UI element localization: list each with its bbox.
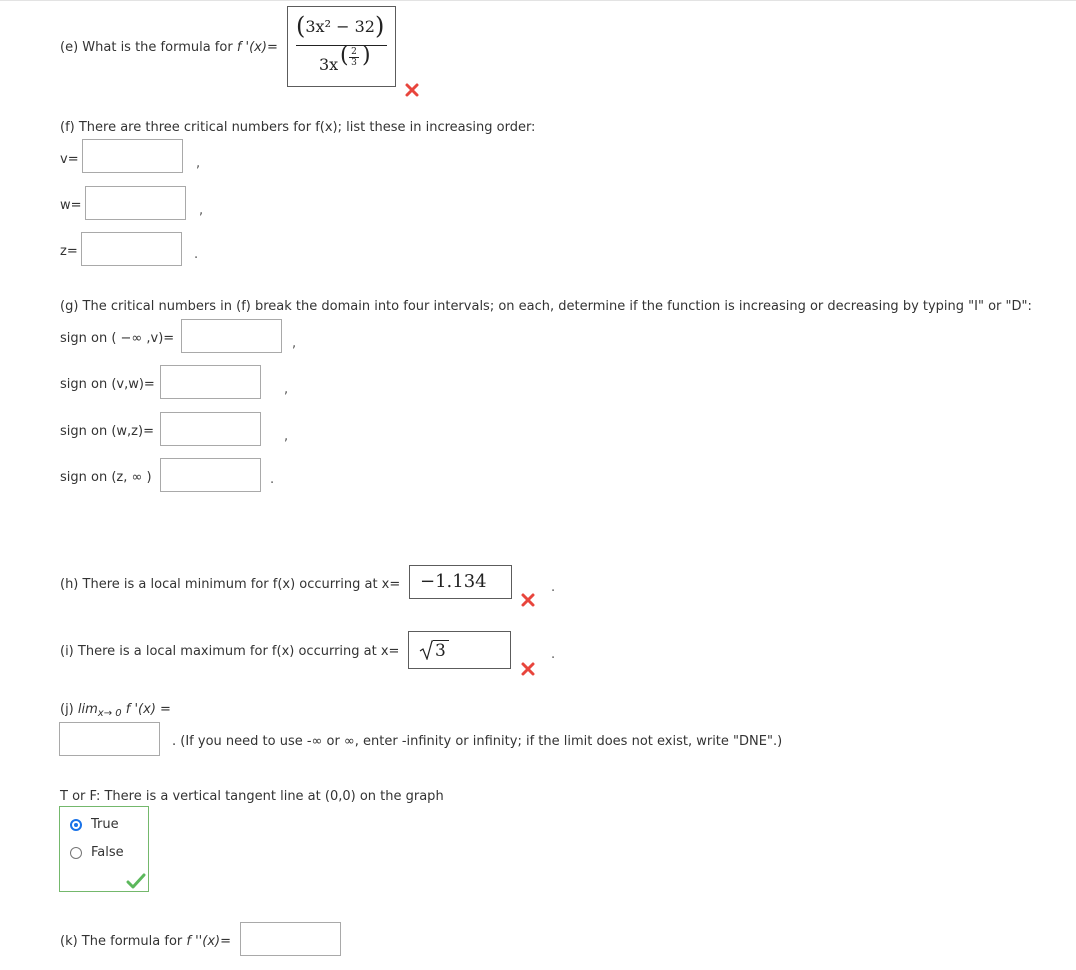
local-min-answer[interactable] (409, 565, 512, 599)
sign-input-z-inf[interactable] (160, 458, 261, 492)
tf-prompt: T or F: There is a vertical tangent line at (0,0) on the graph (60, 789, 444, 804)
question-j-prompt: (j) $\lim_{x\to 0} f$ '(x) = (60, 702, 171, 719)
sign-input-neg-inf-v[interactable] (181, 319, 282, 353)
sign-label-w-z: sign on (w,z)= (60, 424, 154, 439)
radio-true[interactable] (70, 819, 82, 831)
question-e-prompt: (e) What is the formula for f '(x)= (60, 40, 278, 55)
formula-numerator: (3x² − 32) (296, 12, 385, 40)
question-i-prompt: (i) There is a local maximum for f(x) occurring at x= (60, 644, 400, 659)
w-label: w= (60, 198, 82, 213)
sign-input-v-w[interactable] (160, 365, 261, 399)
z-label: z= (60, 244, 78, 259)
exponent-fraction: 2 3 (348, 47, 360, 68)
sqrt-symbol-icon (419, 640, 433, 660)
sign-input-w-z[interactable] (160, 412, 261, 446)
local-max-radicand: 3 (435, 641, 446, 661)
tf-answer-group (59, 806, 149, 892)
exponent-paren-right: ) (362, 43, 371, 68)
z-input[interactable] (81, 232, 182, 266)
second-derivative-input[interactable] (240, 922, 341, 956)
local-min-value: −1.134 (420, 571, 487, 592)
top-divider (0, 0, 1076, 1)
v-label: v= (60, 152, 79, 167)
period-separator: . (194, 247, 199, 262)
question-g-prompt: (g) The critical numbers in (f) break the domain into four intervals; on each, determine if the function is increasing or decreasing by typing "I" or "D": (60, 299, 1032, 314)
incorrect-x-icon (520, 661, 536, 677)
comma-separator: , (292, 336, 297, 351)
radio-true-label[interactable]: True (91, 817, 119, 832)
question-f-prompt: (f) There are three critical numbers for f(x); list these in increasing order: (60, 120, 536, 135)
correct-check-icon (126, 873, 146, 889)
w-input[interactable] (85, 186, 186, 220)
question-h-prompt: (h) There is a local minimum for f(x) occurring at x= (60, 577, 401, 592)
question-k-prompt: (k) The formula for f ''(x)= (60, 934, 231, 949)
sign-label-v-w: sign on (v,w)= (60, 377, 155, 392)
comma-separator: , (284, 382, 289, 397)
local-max-answer[interactable] (408, 631, 511, 669)
exponent-paren-left: ( (340, 43, 349, 68)
formula-denominator: 3x (319, 55, 339, 74)
comma-separator: , (284, 429, 289, 444)
period-separator: . (270, 472, 275, 487)
sign-label-neg-inf-v: sign on ( −∞ ,v)= (60, 331, 175, 346)
period-separator: . (551, 580, 556, 595)
period-separator: . (551, 647, 556, 662)
limit-input[interactable] (59, 722, 160, 756)
incorrect-x-icon (404, 82, 420, 98)
radio-false-label[interactable]: False (91, 845, 124, 860)
radio-false[interactable] (70, 847, 82, 859)
sign-label-z-inf: sign on (z, ∞ ) (60, 470, 152, 485)
derivative-formula-answer[interactable] (287, 6, 396, 87)
v-input[interactable] (82, 139, 183, 173)
incorrect-x-icon (520, 592, 536, 608)
limit-hint: . (If you need to use -∞ or ∞, enter -infinity or infinity; if the limit does not exist, write "DNE".) (172, 734, 783, 749)
comma-separator: , (196, 156, 201, 171)
comma-separator: , (199, 203, 204, 218)
